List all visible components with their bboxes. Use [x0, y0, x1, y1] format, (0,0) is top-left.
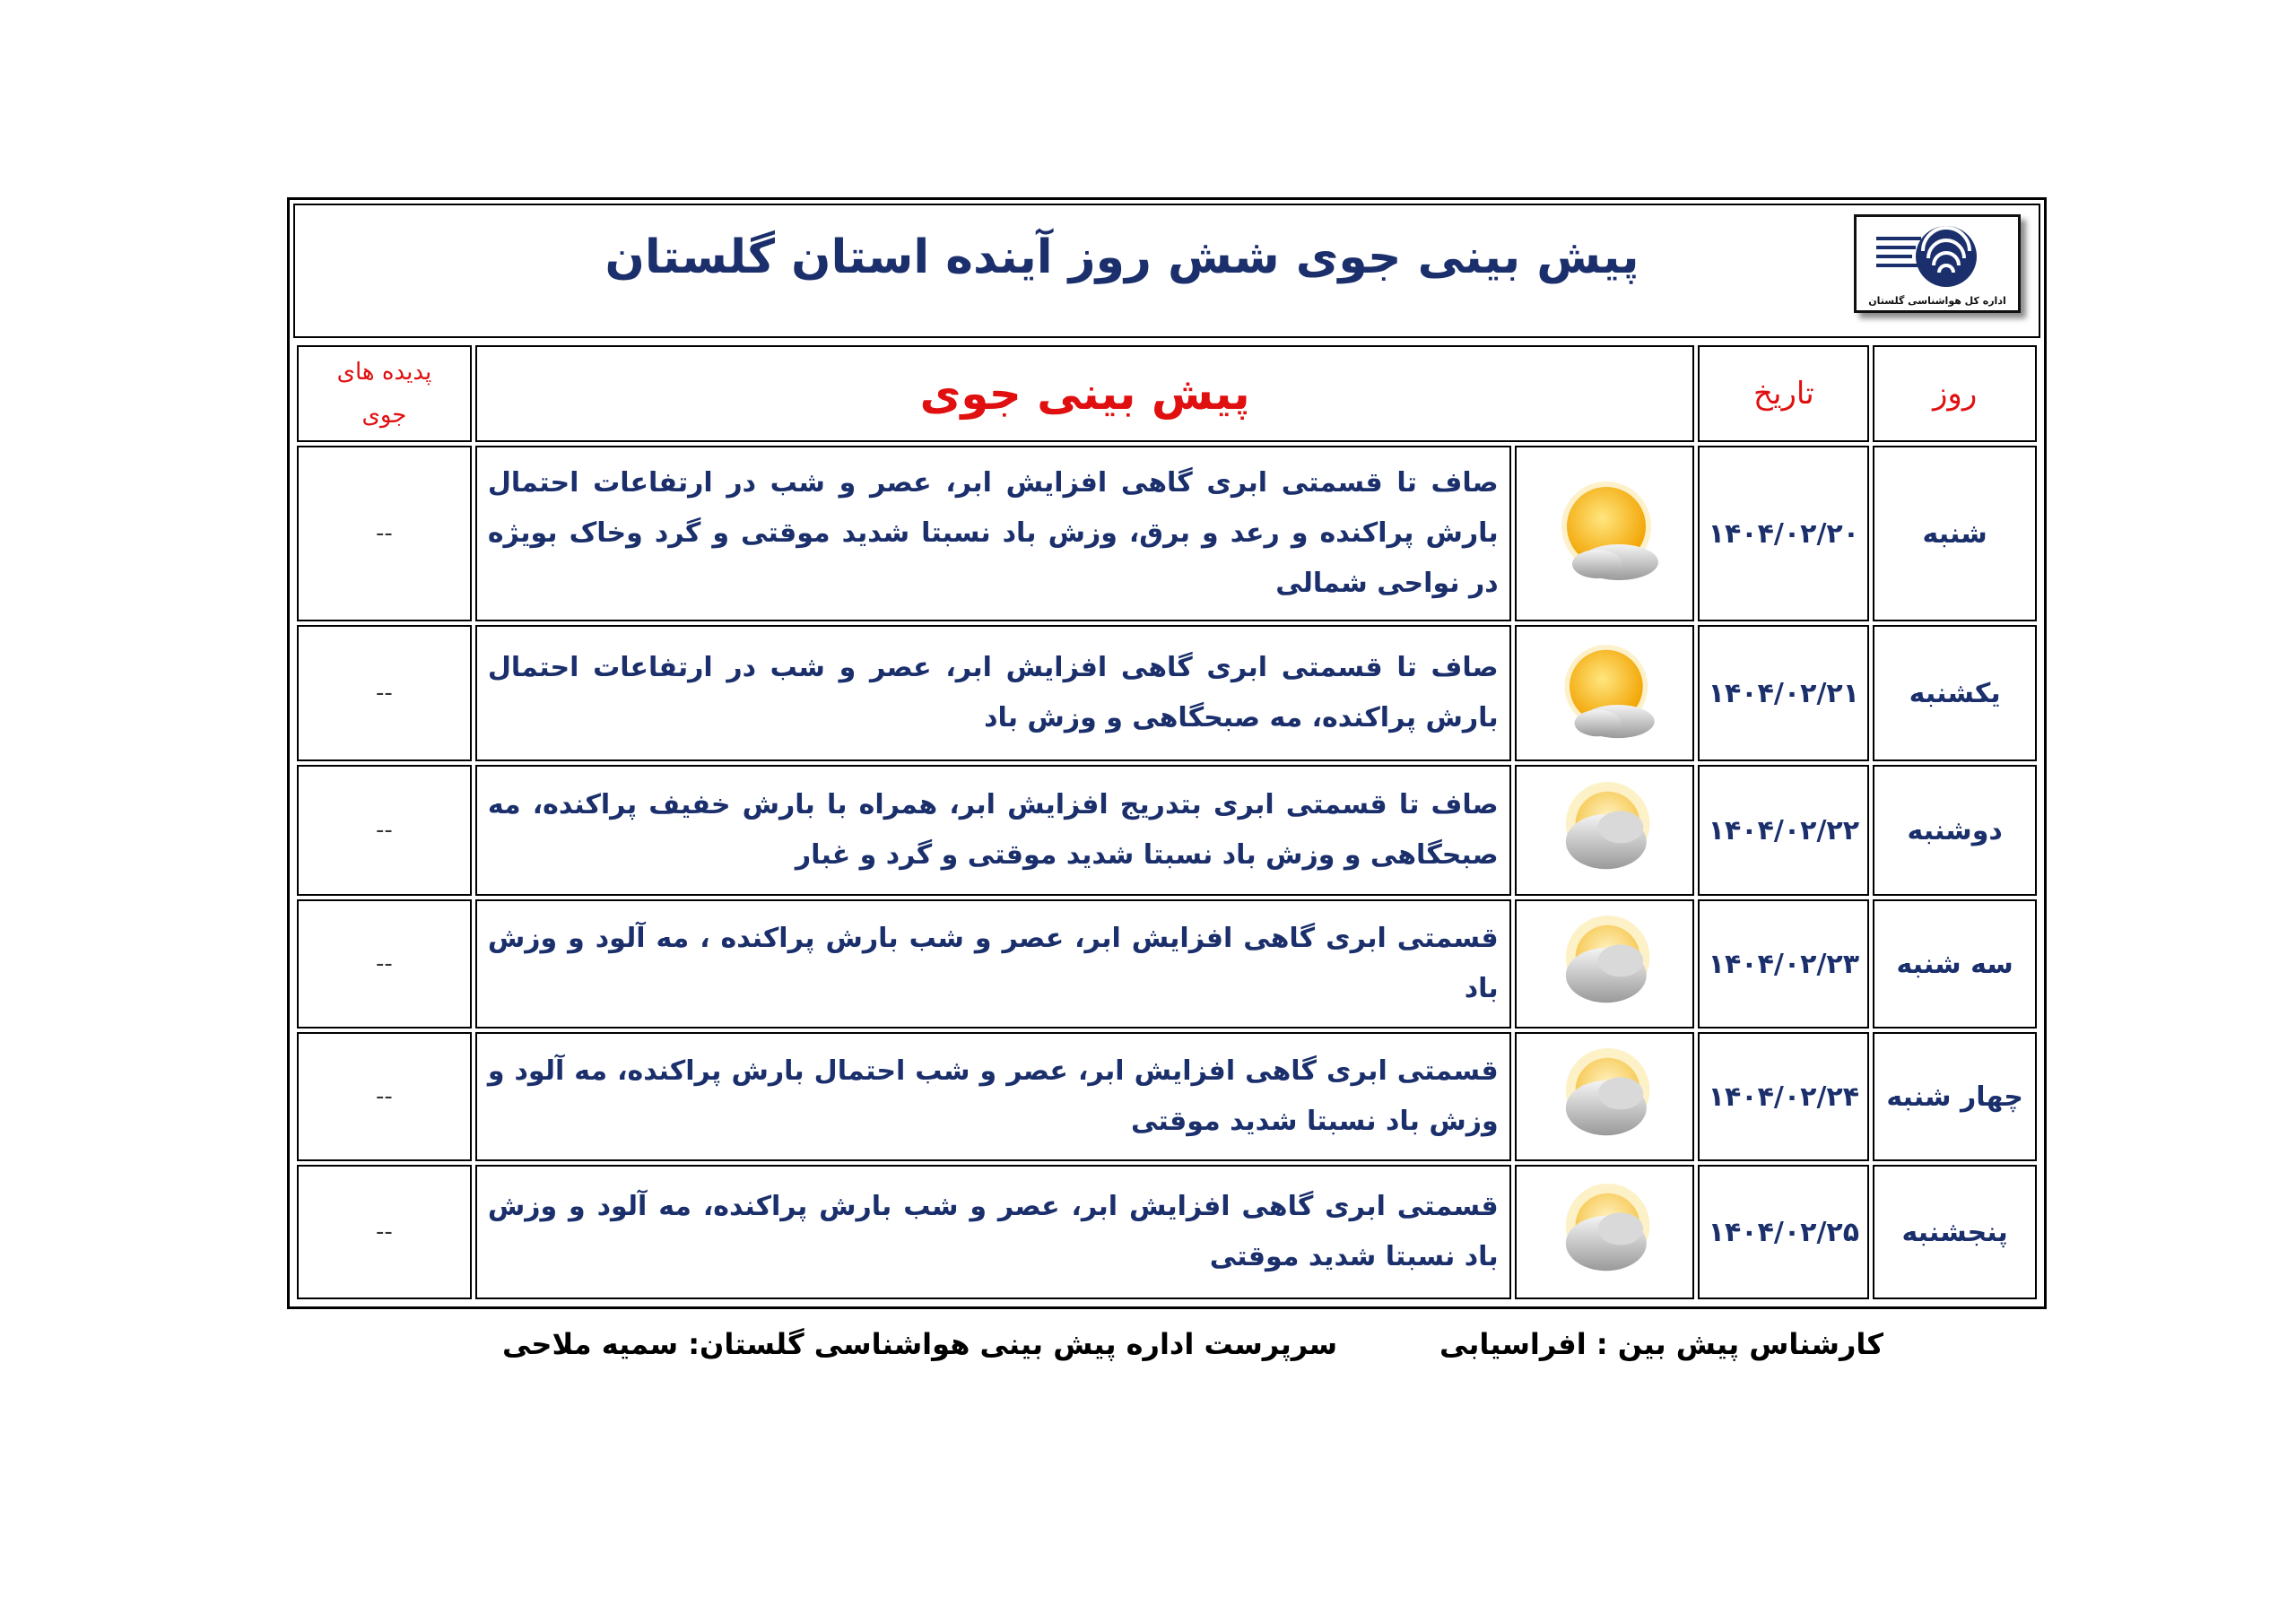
weather-icon-cell [1515, 625, 1695, 761]
day-cell: پنجشنبه [1873, 1165, 2037, 1299]
logo [1854, 214, 2021, 313]
weather-icon-cell [1515, 1165, 1695, 1299]
meteorological-organization-logo-icon [1857, 217, 2018, 298]
column-header-date: تاریخ [1698, 345, 1869, 442]
table-row [297, 765, 2037, 896]
phenomena-cell: -- [297, 625, 472, 761]
table-row [297, 625, 2037, 761]
day-cell: چهار شنبه [1873, 1032, 2037, 1161]
forecast-text: صاف تا قسمتی ابری بتدریج افزایش ابر، همراه با بارش خفیف پراکنده، مه صبحگاهی و وزش باد نسبتا شدید موقتی و گرد و غبار [475, 765, 1511, 896]
table-row [297, 446, 2037, 621]
column-header-forecast: پیش بینی جوی [475, 345, 1695, 442]
forecast-text: صاف تا قسمتی ابری گاهی افزایش ابر، عصر و شب در ارتفاعات احتمال بارش پراکنده و رعد و برق، وزش باد نسبتا شدید موقتی و گرد وخاک بویژه در نواحی شمالی [475, 446, 1511, 621]
table-header-row [297, 345, 2037, 442]
partly-cloudy-sun-icon [1546, 635, 1663, 751]
forecast-text: قسمتی ابری گاهی افزایش ابر، عصر و شب بارش پراکنده ، مه آلود و وزش باد [475, 899, 1511, 1028]
date-cell: ۱۴۰۴/۰۲/۲۴ [1698, 1032, 1869, 1161]
header-cell [293, 204, 2040, 338]
logo-caption: اداره کل هواشناسی گلستان [1868, 295, 2006, 307]
forecast-frame [287, 197, 2047, 1309]
cloudy-sun-icon [1548, 774, 1661, 887]
partly-cloudy-sun-icon [1542, 471, 1667, 596]
column-header-phenomena: پدیده های جوی [297, 345, 472, 442]
forecast-text: قسمتی ابری گاهی افزایش ابر، عصر و شب احتمال بارش پراکنده، مه آلود و وزش باد نسبتا شدید موقتی [475, 1032, 1511, 1161]
date-cell: ۱۴۰۴/۰۲/۲۳ [1698, 899, 1869, 1028]
weather-icon-cell [1515, 446, 1695, 621]
phenomena-cell: -- [297, 1165, 472, 1299]
column-header-day: روز [1873, 345, 2037, 442]
phenomena-cell: -- [297, 765, 472, 896]
cloudy-sun-icon [1548, 907, 1661, 1020]
weather-icon-cell [1515, 765, 1695, 896]
date-cell: ۱۴۰۴/۰۲/۲۵ [1698, 1165, 1869, 1299]
phenomena-cell: -- [297, 899, 472, 1028]
table-row [297, 899, 2037, 1028]
weather-icon-cell [1515, 899, 1695, 1028]
day-cell: سه شنبه [1873, 899, 2037, 1028]
supervisor-signature: سرپرست اداره پیش بینی هواشناسی گلستان: سمیه ملاحی [502, 1327, 1338, 1361]
table-row [297, 1032, 2037, 1161]
table-row [297, 1165, 2037, 1299]
phenomena-cell: -- [297, 1032, 472, 1161]
forecast-text: صاف تا قسمتی ابری گاهی افزایش ابر، عصر و شب در ارتفاعات احتمال بارش پراکنده، مه صبحگاهی و وزش باد [475, 625, 1511, 761]
forecast-text: قسمتی ابری گاهی افزایش ابر، عصر و شب بارش پراکنده، مه آلود و وزش باد نسبتا شدید موقتی [475, 1165, 1511, 1299]
day-cell: شنبه [1873, 446, 2037, 621]
day-cell: دوشنبه [1873, 765, 2037, 896]
date-cell: ۱۴۰۴/۰۲/۲۱ [1698, 625, 1869, 761]
phenomena-cell: -- [297, 446, 472, 621]
day-cell: یکشنبه [1873, 625, 2037, 761]
date-cell: ۱۴۰۴/۰۲/۲۰ [1698, 446, 1869, 621]
forecaster-signature: کارشناس پیش بین : افراسیابی [1439, 1327, 1883, 1361]
date-cell: ۱۴۰۴/۰۲/۲۲ [1698, 765, 1869, 896]
weather-icon-cell [1515, 1032, 1695, 1161]
cloudy-sun-icon [1548, 1176, 1661, 1289]
forecast-table [293, 342, 2040, 1303]
page-title: پیش بینی جوی شش روز آینده استان گلستان [604, 230, 1639, 284]
cloudy-sun-icon [1548, 1040, 1661, 1153]
